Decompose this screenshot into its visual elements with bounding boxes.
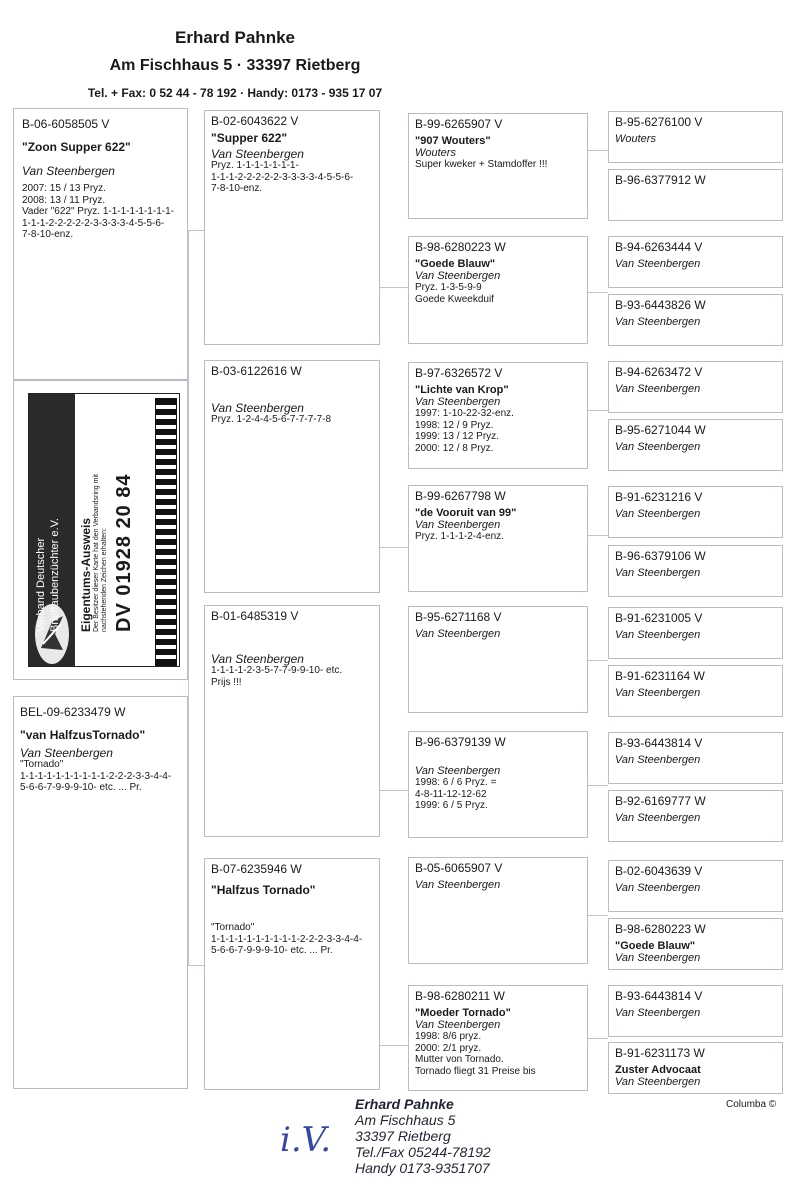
connector-line (588, 535, 608, 536)
grandparent-ring: B-99-6265907 V (415, 117, 503, 131)
parent-details: 1-1-1-1-2-3-5-7-7-9-9-10- etc. Prijs !!! (211, 665, 343, 688)
grandparent-details: 1997: 1-10-22-32-enz. 1998: 12 / 9 Pryz. 1999: 13 / 12 Pryz. 2000: 12 / 8 Pryz. (415, 408, 514, 454)
gg-breeder: Van Steenbergen (615, 952, 701, 964)
partner-card (13, 696, 188, 1089)
connector-line (380, 1045, 408, 1046)
great-grandparent-card (608, 294, 783, 346)
breeder-address: Am Fischhaus 5 · 33397 Rietberg (109, 57, 361, 74)
great-grandparent-card (608, 236, 783, 288)
great-grandparent-card (608, 918, 783, 970)
parent-details: Pryz. 1-1-1-1-1-1-1- 1-1-1-2-2-2-2-2-3-3-3-3-4-5-5-6- 7-8-10-enz. (211, 160, 354, 194)
gg-ring: B-94-6263472 V (615, 365, 703, 379)
handwritten-initials: i.V. (280, 1120, 332, 1160)
grandparent-breeder: Van Steenbergen (415, 879, 501, 891)
card-organisation: Verband Deutscher Brieftaubenzüchter e.V. (35, 518, 61, 632)
grandparent-ring: B-96-6379139 W (415, 735, 506, 749)
gg-breeder: Van Steenbergen (615, 508, 701, 520)
parent-ring: B-03-6122616 W (211, 364, 302, 378)
subject-name: "Zoon Supper 622" (22, 140, 131, 154)
grandparent-breeder: Van Steenbergen (415, 396, 501, 408)
grandparent-breeder: Wouters (415, 147, 456, 159)
gg-ring: B-95-6276100 V (615, 115, 703, 129)
parent-details: "Tornado" 1-1-1-1-1-1-1-1-1-1-2-2-2-3-3-4-4- 5-6-6-7-9-9-9-10- etc. ... Pr. (211, 922, 363, 956)
parent-name (211, 382, 373, 396)
parent-name: "Supper 622" (211, 131, 288, 145)
connector-line (588, 292, 608, 293)
grandparent-details: 1998: 6 / 6 Pryz. = 4-8-11-12-12-62 1999: 6 / 5 Pryz. (415, 777, 497, 811)
parent-card (204, 858, 380, 1090)
grandparent-breeder: Van Steenbergen (415, 765, 501, 777)
stamp-line: Tel./Fax 05244-78192 (355, 1144, 491, 1160)
partner-name: "van HalfzusTornado" (20, 728, 146, 742)
gg-breeder: Van Steenbergen (615, 316, 701, 328)
connector-line (188, 965, 204, 966)
stamp-line: Am Fischhaus 5 (355, 1112, 456, 1128)
grandparent-card (408, 857, 588, 964)
parent-breeder: Van Steenbergen (211, 401, 304, 415)
gg-ring: B-91-6231173 W (615, 1046, 705, 1060)
great-grandparent-card (608, 169, 783, 221)
parent-breeder (211, 896, 373, 922)
grandparent-details: Pryz. 1-3-5-9-9 Goede Kweekduif (415, 282, 494, 305)
address-stamp (355, 1096, 491, 1176)
gg-ring: B-93-6443814 V (615, 989, 703, 1003)
ownership-card-frame (13, 380, 188, 680)
gg-breeder: Van Steenbergen (615, 812, 701, 824)
connector-line (588, 785, 608, 786)
partner-ring: BEL-09-6233479 W (20, 705, 126, 719)
great-grandparent-card (608, 607, 783, 659)
parent-ring: B-07-6235946 W (211, 862, 302, 876)
grandparent-ring: B-98-6280223 W (415, 240, 506, 254)
partner-breeder: Van Steenbergen (20, 746, 113, 760)
subject-details: 2007: 15 / 13 Pryz. 2008: 13 / 11 Pryz. Vader "622" Pryz. 1-1-1-1-1-1-1-1- 1-1-1-2-2-2-2-2-3-3-3-3-4-5-5-6- 7-8-10-enz. (22, 183, 174, 240)
grandparent-breeder: Van Steenbergen (415, 519, 501, 531)
connector-line (588, 150, 608, 151)
gg-name: Zuster Advocaat (615, 1064, 701, 1076)
gg-ring: B-91-6231005 V (615, 611, 703, 625)
connector-line (380, 287, 408, 288)
great-grandparent-card (608, 732, 783, 784)
gg-breeder: Van Steenbergen (615, 1007, 701, 1019)
grandparent-card (408, 731, 588, 838)
grandparent-name (415, 753, 581, 765)
grandparent-name: "Goede Blauw" (415, 258, 496, 270)
gg-ring: B-98-6280223 W (615, 922, 706, 936)
grandparent-ring: B-98-6280211 W (415, 989, 505, 1003)
great-grandparent-card (608, 545, 783, 597)
grandparent-card (408, 362, 588, 469)
parent-breeder: Van Steenbergen (211, 147, 304, 161)
gg-ring: B-02-6043639 V (615, 864, 703, 878)
connector-line (588, 410, 608, 411)
stamp-line: Handy 0173-9351707 (355, 1160, 490, 1176)
breeder-contact: Tel. + Fax: 0 52 44 - 78 192 · Handy: 0173 - 935 17 07 (87, 86, 383, 100)
parent-breeder: Van Steenbergen (211, 652, 304, 666)
grandparent-name: "907 Wouters" (415, 135, 491, 147)
grandparent-breeder: Van Steenbergen (415, 628, 501, 640)
grandparent-ring: B-99-6267798 W (415, 489, 506, 503)
great-grandparent-card (608, 985, 783, 1037)
gg-ring: B-96-6377912 W (615, 173, 706, 187)
parent-name: "Halfzus Tornado" (211, 883, 316, 897)
grandparent-details: 1998: 8/6 pryz. 2000: 2/1 pryz. Mutter von Tornado. Tornado fliegt 31 Preise bis (415, 1031, 536, 1077)
gg-breeder: Van Steenbergen (615, 441, 701, 453)
great-grandparent-card (608, 486, 783, 538)
parent-details: Pryz. 1-2-4-4-5-6-7-7-7-7-8 (211, 414, 332, 425)
gg-ring: B-95-6271044 W (615, 423, 706, 437)
grandparent-card (408, 985, 588, 1091)
ownership-card (28, 393, 180, 667)
breeder-name: Erhard Pahnke (175, 28, 295, 47)
gg-breeder: Van Steenbergen (615, 383, 701, 395)
connector-line (588, 1038, 608, 1039)
gg-ring: B-94-6263444 V (615, 240, 703, 254)
grandparent-ring: B-95-6271168 V (415, 610, 502, 624)
gg-ring: B-91-6231216 V (615, 490, 703, 504)
connector-line (588, 915, 608, 916)
parent-card (204, 360, 380, 593)
gg-ring: B-93-6443826 W (615, 298, 706, 312)
great-grandparent-card (608, 790, 783, 842)
grandparent-card (408, 113, 588, 219)
gg-breeder: Van Steenbergen (615, 258, 701, 270)
grandparent-breeder: Van Steenbergen (415, 270, 501, 282)
connector-line (188, 230, 189, 965)
great-grandparent-card (608, 1042, 783, 1094)
connector-line (380, 547, 408, 548)
card-title: Eigentums-Ausweis (79, 517, 93, 632)
grandparent-card (408, 485, 588, 592)
grandparent-card (408, 236, 588, 344)
great-grandparent-card (608, 860, 783, 912)
gg-ring: B-91-6231164 W (615, 669, 705, 683)
partner-details: "Tornado" 1-1-1-1-1-1-1-1-1-1-2-2-2-3-3-4-4- 5-6-6-7-9-9-9-10- etc. ... Pr. (20, 759, 172, 793)
card-ring-number: DV 01928 20 84 (113, 473, 135, 632)
gg-breeder: Van Steenbergen (615, 882, 701, 894)
copyright-label: Columba © (726, 1099, 777, 1110)
parent-name (211, 627, 373, 641)
card-text: Der Besitzer dieser Karte hat den Verbandsring mit nachstehenden Zeichen erhalten: (93, 474, 108, 632)
grandparent-details: Pryz. 1-1-1-2-4-enz. (415, 531, 504, 542)
gg-breeder: Wouters (615, 133, 656, 145)
grandparent-card (408, 606, 588, 713)
great-grandparent-card (608, 111, 783, 163)
parent-ring: B-02-6043622 V (211, 114, 299, 128)
great-grandparent-card (608, 419, 783, 471)
connector-line (588, 660, 608, 661)
stamp-line: Erhard Pahnke (355, 1096, 454, 1112)
grandparent-name: "Lichte van Krop" (415, 384, 509, 396)
gg-name: "Goede Blauw" (615, 940, 696, 952)
gg-breeder: Van Steenbergen (615, 754, 701, 766)
parent-card (204, 605, 380, 837)
parent-ring: B-01-6485319 V (211, 609, 299, 623)
great-grandparent-card (608, 361, 783, 413)
grandparent-name: "Moeder Tornado" (415, 1007, 511, 1019)
gg-ring: B-96-6379106 W (615, 549, 706, 563)
grandparent-ring: B-05-6065907 V (415, 861, 503, 875)
gg-breeder: Van Steenbergen (615, 687, 701, 699)
subject-card (13, 108, 188, 380)
grandparent-ring: B-97-6326572 V (415, 366, 503, 380)
grandparent-details: Super kweker + Stamdoffer !!! (415, 159, 548, 170)
gg-breeder: Van Steenbergen (615, 1076, 701, 1088)
subject-breeder: Van Steenbergen (22, 164, 115, 178)
gg-ring: B-93-6443814 V (615, 736, 703, 750)
parent-card (204, 110, 380, 345)
grandparent-breeder: Van Steenbergen (415, 1019, 501, 1031)
gg-ring: B-92-6169777 W (615, 794, 706, 808)
subject-ring: B-06-6058505 V (22, 117, 110, 131)
connector-line (380, 790, 408, 791)
gg-breeder: Van Steenbergen (615, 567, 701, 579)
grandparent-name: "de Vooruit van 99" (415, 507, 517, 519)
great-grandparent-card (608, 665, 783, 717)
gg-breeder: Van Steenbergen (615, 629, 701, 641)
stamp-line: 33397 Rietberg (355, 1128, 451, 1144)
connector-line (188, 230, 204, 231)
